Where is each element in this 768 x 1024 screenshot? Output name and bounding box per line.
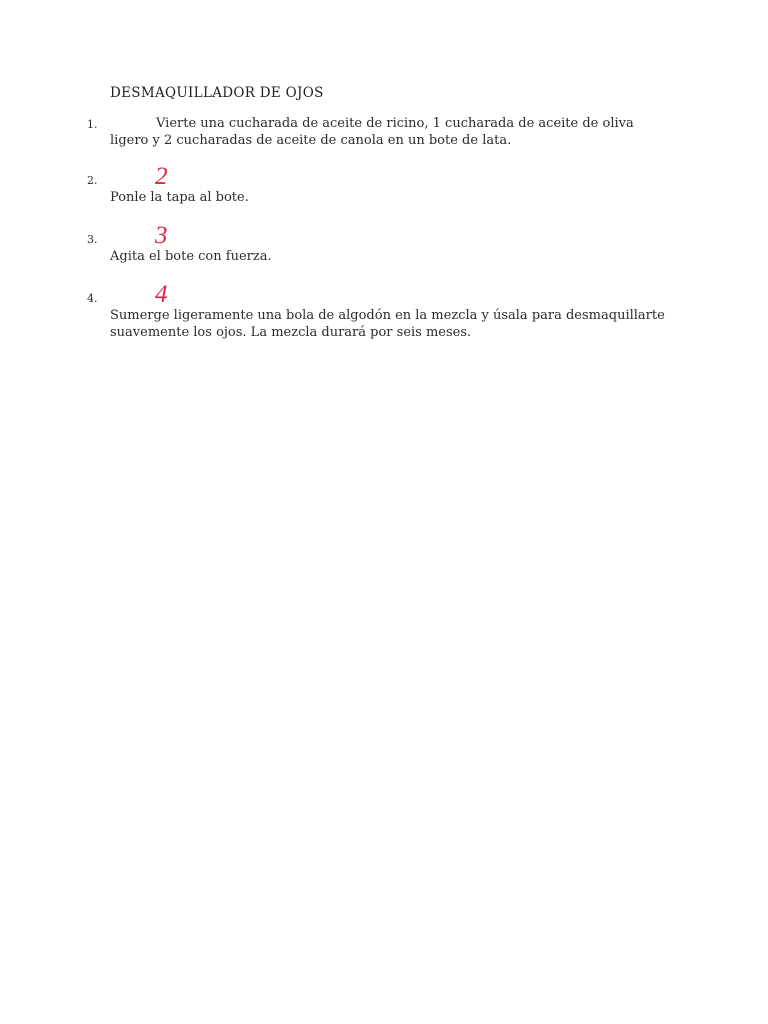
step-3-large-number: 3	[155, 222, 168, 249]
step-4-text: Sumerge ligeramente una bola de algodón en la mezcla y úsala para desmaquillarte suavemente los ojos. La mezcla durará por seis meses.	[110, 308, 665, 340]
step-2-text: Ponle la tapa al bote.	[110, 190, 249, 205]
step-3-number: 3.	[87, 233, 98, 246]
step-2-number: 2.	[87, 174, 98, 187]
page-title: DESMAQUILLADOR DE OJOS	[110, 85, 324, 101]
step-4-number: 4.	[87, 292, 98, 305]
step-2-large-number: 2	[155, 163, 168, 190]
step-1-number: 1.	[87, 118, 98, 131]
step-1-text-content: Vierte una cucharada de aceite de ricino, 1 cucharada de aceite de oliva ligero y 2 cucharadas de aceite de canola en un bote de lata.	[110, 116, 634, 148]
step-3-text: Agita el bote con fuerza.	[110, 249, 272, 264]
step-1-text	[110, 115, 670, 149]
step-4-large-number: 4	[155, 281, 168, 308]
